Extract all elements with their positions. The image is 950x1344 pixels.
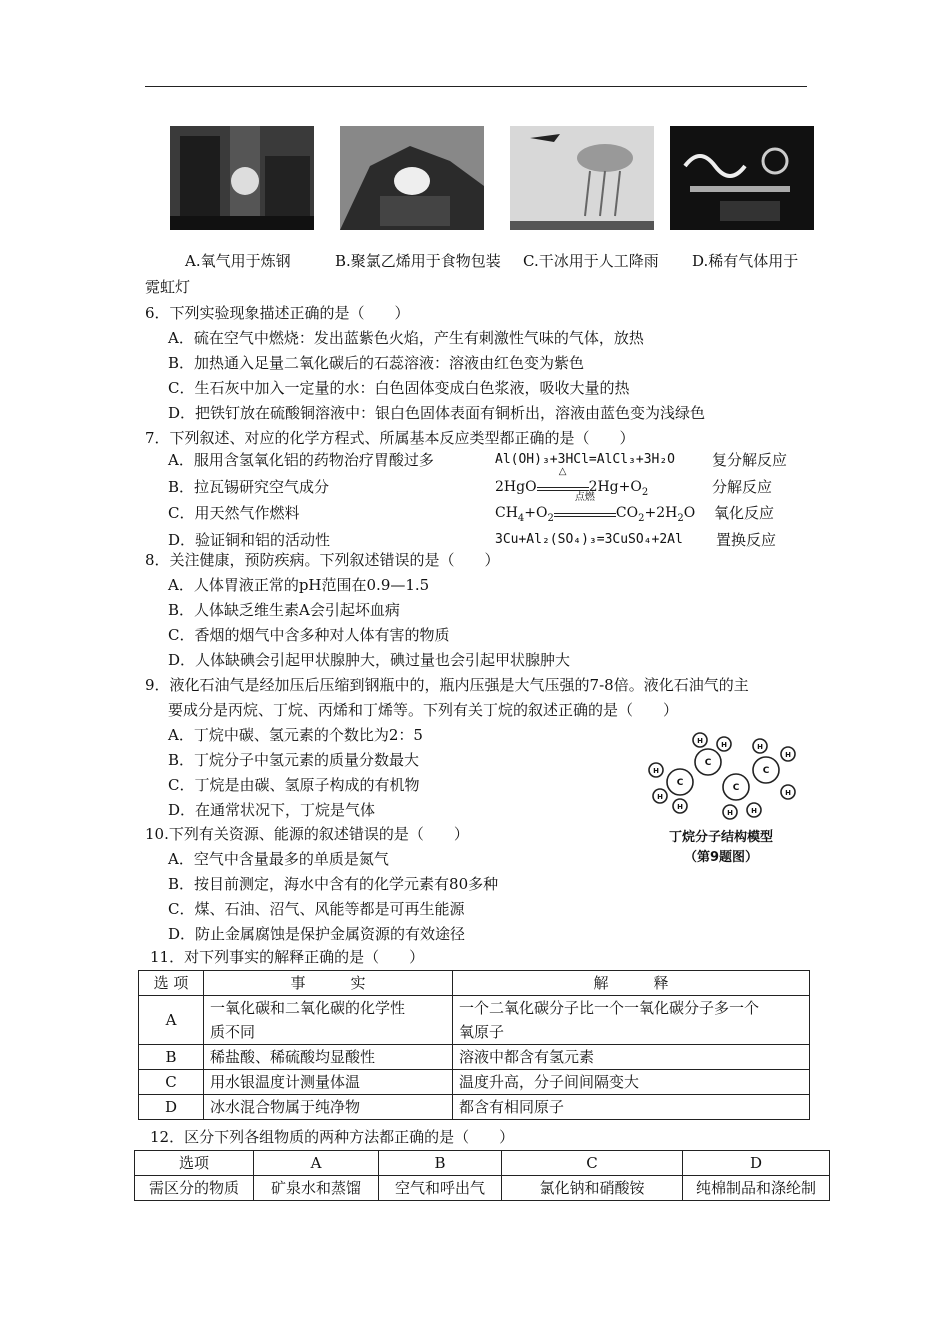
header-option: 选 项 (139, 971, 204, 996)
header-a: A (254, 1151, 379, 1176)
header-fact: 事 实 (204, 971, 453, 996)
q7-type-d: 置换反应 (716, 531, 777, 549)
q7-type-c: 氧化反应 (714, 504, 775, 522)
header-d: D (683, 1151, 830, 1176)
rain-photo (510, 126, 654, 230)
table-header-row (135, 1151, 830, 1176)
svg-text:H: H (785, 751, 791, 759)
header-b: B (379, 1151, 502, 1176)
heat-condition: △ (558, 466, 567, 477)
q9-stem-line2: 要成分是丙烷、丁烷、丙烯和丁烯等。下列有关丁烷的叙述正确的是（ ） (168, 701, 679, 719)
butane-model-diagram (636, 732, 806, 827)
svg-text:H: H (751, 807, 757, 815)
q7-eq-d: 3Cu+Al₂(SO₄)₃=3CuSO₄+2Al (495, 532, 683, 547)
q7-type-a: 复分解反应 (712, 451, 788, 469)
row-label: 需区分的物质 (135, 1176, 254, 1201)
caption-d: D.稀有气体用于 (692, 252, 799, 270)
q10-option-b: B．按目前测定，海水中含有的化学元素有80多种 (168, 875, 499, 893)
q6-option-c: C．生石灰中加入一定量的水：白色固体变成白色浆液，吸收大量的热 (168, 379, 630, 397)
q6-option-a: A．硫在空气中燃烧：发出蓝紫色火焰，产生有刺激性气味的气体，放热 (168, 329, 644, 347)
ignite-condition: 点燃 (574, 492, 595, 503)
q12-stem: 12．区分下列各组物质的两种方法都正确的是（ ） (150, 1128, 515, 1146)
q7-stem: 7．下列叙述、对应的化学方程式、所属基本反应类型都正确的是（ ） (145, 429, 635, 447)
q6-stem: 6．下列实验现象描述正确的是（ ） (145, 304, 410, 322)
q7-desc-d: D．验证铜和铝的活动性 (168, 531, 331, 549)
q11-table (138, 970, 810, 1120)
food-packaging-photo (340, 126, 484, 230)
row-explanation: 温度升高，分子间间隔变大 (453, 1070, 810, 1095)
header-c: C (502, 1151, 683, 1176)
q7-desc-c: C．用天然气作燃料 (168, 504, 300, 522)
row-explanation: 溶液中都含有氢元素 (453, 1045, 810, 1070)
butane-figure-caption: （第9题图） (683, 850, 759, 865)
q6-option-b: B．加热通入足量二氧化碳后的石蕊溶液：溶液由红色变为紫色 (168, 354, 585, 372)
svg-text:H: H (727, 809, 733, 817)
q8-option-a: A．人体胃液正常的pH范围在0.9—1.5 (168, 576, 430, 594)
table-row (139, 1045, 810, 1070)
table-row (139, 1095, 810, 1120)
q8-option-d: D．人体缺碘会引起甲状腺肿大，碘过量也会引起甲状腺肿大 (168, 651, 571, 669)
svg-text:H: H (721, 741, 727, 749)
svg-text:H: H (677, 803, 683, 811)
q9-option-a: A．丁烷中碳、氢元素的个数比为2：5 (168, 726, 423, 744)
svg-text:H: H (653, 767, 659, 775)
row-explanation: 都含有相同原子 (453, 1095, 810, 1120)
q12-table (134, 1150, 830, 1201)
row-fact: 一氧化碳和二氧化碳的化学性 质不同 (204, 996, 453, 1045)
svg-text:C: C (732, 783, 740, 793)
table-header-row (139, 971, 810, 996)
q9-stem-line1: 9．液化石油气是经加压后压缩到钢瓶中的，瓶内压强是大气压强的7-8倍。液化石油气的主 (145, 676, 749, 694)
row-fact: 冰水混合物属于纯净物 (204, 1095, 453, 1120)
caption-a: A.氧气用于炼钢 (185, 252, 291, 270)
q8-stem: 8．关注健康，预防疾病。下列叙述错误的是（ ） (145, 551, 500, 569)
q8-option-c: C．香烟的烟气中含多种对人体有害的物质 (168, 626, 450, 644)
row-option: C (139, 1070, 204, 1095)
q10-option-c: C．煤、石油、沼气、风能等都是可再生能源 (168, 900, 465, 918)
row-option: B (139, 1045, 204, 1070)
q7-eq-c: $CH_4+O_2$ 点燃 $CO_2+2H_2O$ (495, 492, 696, 524)
svg-text:H: H (697, 737, 703, 745)
cell-b: 空气和呼出气 (379, 1176, 502, 1201)
cell-c: 氯化钠和硝酸铵 (502, 1176, 683, 1201)
q7-type-b: 分解反应 (712, 478, 773, 496)
row-fact: 稀盐酸、稀硫酸均显酸性 (204, 1045, 453, 1070)
q9-option-d: D．在通常状况下，丁烷是气体 (168, 801, 376, 819)
q9-option-c: C．丁烷是由碳、氢原子构成的有机物 (168, 776, 420, 794)
row-option: D (139, 1095, 204, 1120)
row-option: A (139, 996, 204, 1045)
q7-eq-b: 2HgO △ $2Hg+O_2$ (495, 466, 649, 498)
q10-stem: 10.下列有关资源、能源的叙述错误的是（ ） (145, 825, 469, 843)
neon-light-photo (670, 126, 814, 230)
q6-option-d: D．把铁钉放在硫酸铜溶液中：银白色固体表面有铜析出，溶液由蓝色变为浅绿色 (168, 404, 706, 422)
q10-option-d: D．防止金属腐蚀是保护金属资源的有效途径 (168, 925, 466, 943)
caption-c: C.干冰用于人工降雨 (523, 252, 659, 270)
q7-desc-a: A．服用含氢氧化铝的药物治疗胃酸过多 (168, 451, 434, 469)
svg-text:H: H (657, 793, 663, 801)
svg-text:H: H (757, 743, 763, 751)
cell-a: 矿泉水和蒸馏 (254, 1176, 379, 1201)
q10-option-a: A．空气中含量最多的单质是氮气 (168, 850, 389, 868)
row-fact: 用水银温度计测量体温 (204, 1070, 453, 1095)
svg-text:H: H (785, 789, 791, 797)
header-explanation: 解 释 (453, 971, 810, 996)
table-row (135, 1176, 830, 1201)
caption-b: B.聚氯乙烯用于食物包装 (335, 252, 501, 270)
top-rule (145, 86, 807, 87)
caption-d-wrap: 霓虹灯 (145, 278, 191, 296)
row-explanation: 一个二氧化碳分子比一个一氧化碳分子多一个 氧原子 (453, 996, 810, 1045)
table-row (139, 1070, 810, 1095)
butane-figure-title: 丁烷分子结构模型 (668, 830, 773, 845)
q8-option-b: B．人体缺乏维生素A会引起坏血病 (168, 601, 400, 619)
butane-model-figure (636, 732, 806, 872)
svg-text:C: C (704, 758, 712, 768)
q7-desc-b: B．拉瓦锡研究空气成分 (168, 478, 330, 496)
q9-option-b: B．丁烷分子中氢元素的质量分数最大 (168, 751, 420, 769)
header-option: 选项 (135, 1151, 254, 1176)
steel-furnace-photo (170, 126, 314, 230)
q7-eq-a: Al(OH)₃+3HCl=AlCl₃+3H₂O (495, 452, 676, 467)
cell-d: 纯棉制品和涤纶制 (683, 1176, 830, 1201)
q11-stem: 11．对下列事实的解释正确的是（ ） (150, 948, 425, 966)
svg-text:C: C (762, 766, 770, 776)
svg-text:C: C (676, 778, 684, 788)
table-row (139, 996, 810, 1045)
